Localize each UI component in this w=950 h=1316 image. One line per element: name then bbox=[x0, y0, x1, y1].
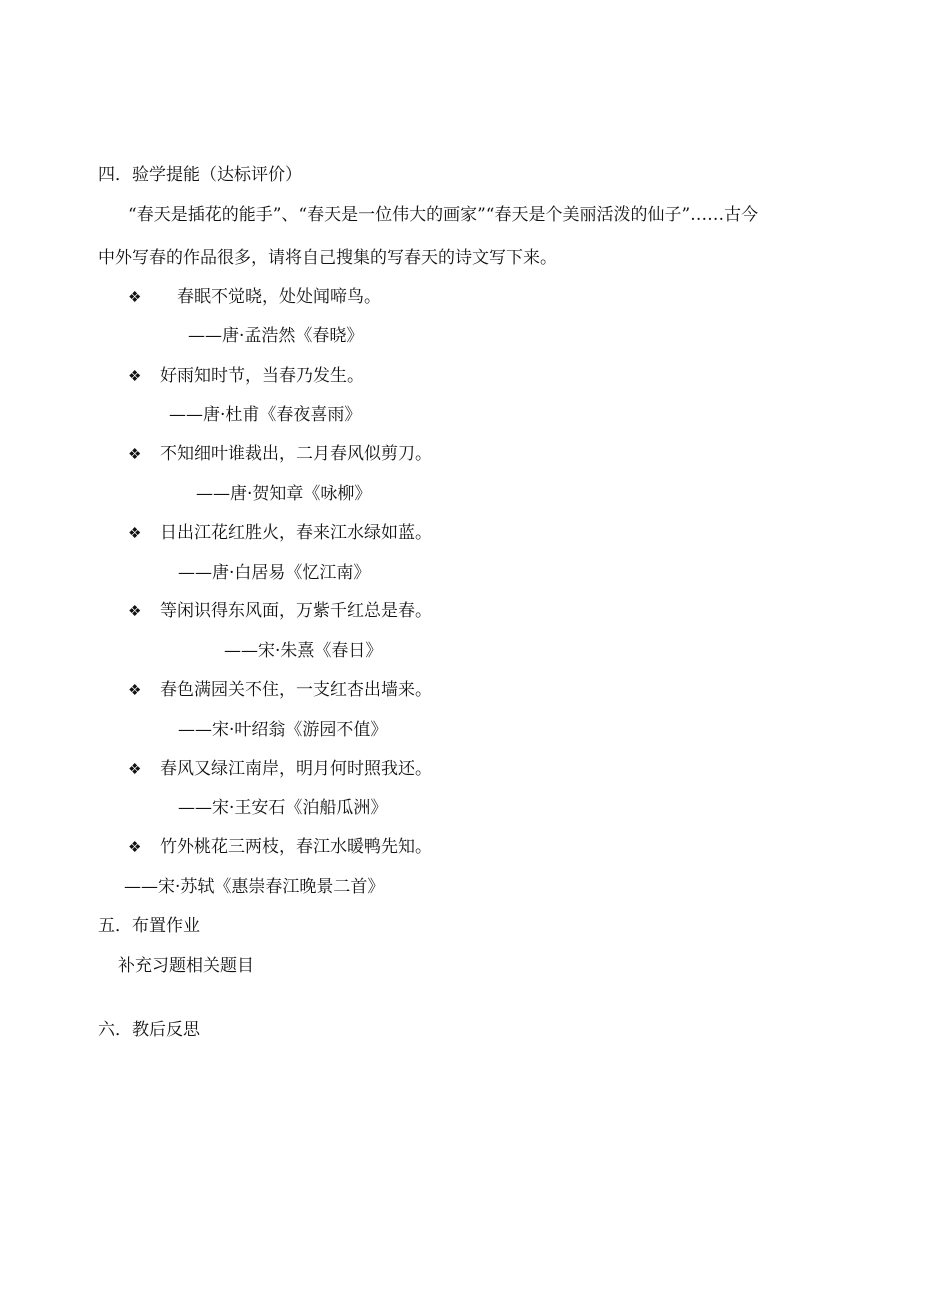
bullet-icon: ❖ bbox=[128, 288, 142, 306]
poem-source: ——唐·贺知章《咏柳》 bbox=[196, 484, 372, 504]
bullet-icon: ❖ bbox=[128, 367, 142, 385]
poem-verse: 春风又绿江南岸，明月何时照我还。 bbox=[160, 759, 432, 779]
bullet-icon: ❖ bbox=[128, 681, 142, 699]
intro-line-1: “春天是插花的能手”、“春天是一位伟大的画家”“春天是个美丽活泼的仙子”……古今 bbox=[128, 205, 759, 225]
bullet-icon: ❖ bbox=[128, 445, 142, 463]
section-4-heading: 四．验学提能（达标评价） bbox=[98, 165, 302, 185]
section-5-body: 补充习题相关题目 bbox=[118, 956, 254, 976]
poem-source: ——宋·叶绍翁《游园不值》 bbox=[178, 720, 388, 740]
poem-verse: 春色满园关不住，一支红杏出墙来。 bbox=[160, 680, 432, 700]
poem-verse: 春眠不觉晓，处处闻啼鸟。 bbox=[177, 287, 381, 307]
poem-source: ——唐·白居易《忆江南》 bbox=[178, 563, 371, 583]
poem-source: ——宋·苏轼《惠崇春江晚景二首》 bbox=[124, 877, 385, 897]
bullet-icon: ❖ bbox=[128, 602, 142, 620]
poem-source: ——宋·王安石《泊船瓜洲》 bbox=[178, 798, 388, 818]
poem-source: ——唐·杜甫《春夜喜雨》 bbox=[169, 405, 362, 425]
poem-verse: 好雨知时节，当春乃发生。 bbox=[160, 366, 364, 386]
bullet-icon: ❖ bbox=[128, 524, 142, 542]
bullet-icon: ❖ bbox=[128, 760, 142, 778]
poem-verse: 竹外桃花三两枝，春江水暖鸭先知。 bbox=[160, 837, 432, 857]
intro-line-2: 中外写春的作品很多，请将自己搜集的写春天的诗文写下来。 bbox=[98, 248, 557, 268]
poem-verse: 等闲识得东风面，万紫千红总是春。 bbox=[160, 601, 432, 621]
section-6-heading: 六．教后反思 bbox=[98, 1020, 200, 1040]
section-5-heading: 五．布置作业 bbox=[98, 916, 200, 936]
poem-source: ——宋·朱熹《春日》 bbox=[224, 641, 383, 661]
poem-source: ——唐·孟浩然《春晓》 bbox=[188, 326, 364, 346]
bullet-icon: ❖ bbox=[128, 838, 142, 856]
poem-verse: 不知细叶谁裁出，二月春风似剪刀。 bbox=[160, 444, 432, 464]
poem-verse: 日出江花红胜火，春来江水绿如蓝。 bbox=[160, 523, 432, 543]
